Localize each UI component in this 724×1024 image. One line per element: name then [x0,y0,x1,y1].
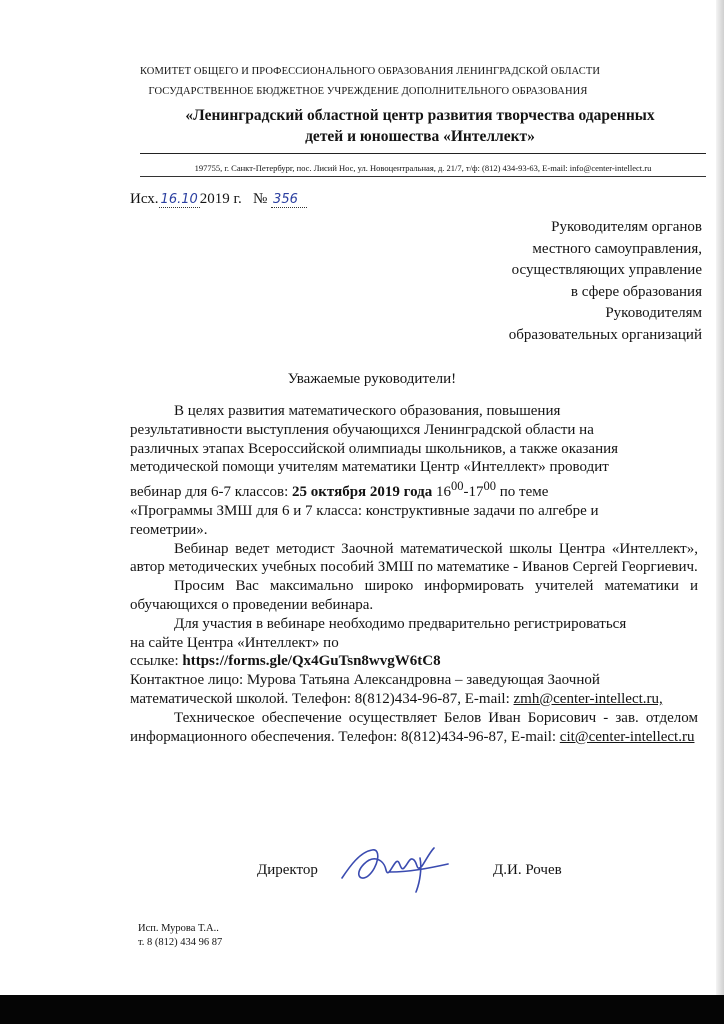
signature-role: Директор [257,862,318,878]
p1-line: «Программы ЗМШ для 6 и 7 класса: конструктивные задачи по алгебре и [130,502,599,519]
p1-text: вебинар для 6-7 классов: [130,484,293,501]
handwritten-signature [330,838,460,898]
header-committee: КОМИТЕТ ОБЩЕГО И ПРОФЕССИОНАЛЬНОГО ОБРАЗОВАНИЯ ЛЕНИНГРАДСКОЙ ОБЛАСТИ [139,66,601,77]
executor-block [138,922,222,950]
scan-edge [716,0,724,995]
ref-number-sign: № [252,191,268,207]
addressee-line: осуществляющих управление [511,262,702,278]
tech-email-link[interactable]: cit@center-intellect.ru [559,728,695,745]
ref-prefix: Исх. [130,191,159,207]
p1-text: по теме [496,484,549,501]
webinar-date: 25 октября 2019 года [292,484,433,501]
p1-line: результативности выступления обучающихся Ленинградской области на [130,421,594,438]
ref-year: 2019 г. [199,191,242,207]
ref-number-handwritten: 356 [273,192,298,207]
p1-line: методической помощи учителям математики Центр «Интеллект» проводит [130,459,609,476]
p5-paragraph [130,709,698,747]
ref-date-handwritten: 16.10 [160,192,198,207]
executor-name: Исп. Мурова Т.А.. [138,923,219,934]
addressee-line: Руководителям органов [551,219,702,235]
contact-paragraph [130,671,698,709]
time-end: -17 [463,484,484,501]
time-end-minutes: 00 [483,479,496,494]
addressee-line: образовательных организаций [508,326,702,343]
executor-phone: т. 8 (812) 434 96 87 [138,937,223,948]
signatory-name: Д.И. Рочев [493,862,562,878]
p4-line: Для участия в вебинаре необходимо предварительно регистрироваться [174,615,627,632]
time-start: 16 [432,484,451,501]
addressee-line: в сфере образования [570,283,702,300]
p1-line: геометрии». [130,521,208,538]
addressee-line: Руководителям [605,305,702,321]
p2-paragraph: Вебинар ведет методист Заочной математической школы Центра «Интеллект», автор методических учебных пособий ЗМШ по математике - Иванов Сергей Георгиевич. [130,540,698,576]
header-title-line2: детей и юношества «Интеллект» [305,128,535,145]
p1-line: В целях развития математического образования, повышения [174,403,561,419]
header-title-line1: «Ленинградский областной центр развития творчества одаренных [185,107,655,124]
tech-text: Техническое обеспечение осуществляет Белов Иван Борисович - зав. отделом информационного обеспечения. Телефон: 8(812)434-96-87, E-mail: [130,709,698,745]
letter-body [130,402,698,746]
outgoing-reference [130,191,307,208]
header-title [140,105,700,147]
scan-bottom-band [0,995,724,1024]
registration-link[interactable]: https://forms.gle/Qx4GuTsn8wvgW6tC8 [182,653,441,670]
contact-text: Контактное лицо: Мурова Татьяна Александровна – заведующая Заочной математической школой. Телефон: 8(812)434-96-87, E-mail: [130,672,600,707]
p4-link-line [130,652,698,671]
p4-line: на сайте Центра «Интеллект» по [130,634,339,651]
p3-paragraph: Просим Вас максимально широко информировать учителей математики и обучающихся о проведении вебинара. [130,578,698,613]
addressee-block [382,217,702,346]
header-address: 197755, г. Санкт-Петербург, пос. Лисий Нос, ул. Новоцентральная, д. 21/7, т/ф: (812) 434-93-63, E-mail: info@center-intellect.ru [194,163,652,173]
addressee-line: местного самоуправления, [532,240,702,257]
p1-line-date [130,477,698,502]
p1-line: различных этапах Всероссийской олимпиады школьников, а также оказания [130,440,619,457]
greeting: Уважаемые руководители! [287,371,457,387]
header-rule [140,153,706,154]
time-start-minutes: 00 [451,479,464,494]
address-rule [140,176,706,177]
header-institution-type: ГОСУДАРСТВЕННОЕ БЮДЖЕТНОЕ УЧРЕЖДЕНИЕ ДОПОЛНИТЕЛЬНОГО ОБРАЗОВАНИЯ [148,86,588,97]
link-label: ссылке: [130,653,183,670]
contact-email-link[interactable]: zmh@center-intellect.ru, [513,690,663,707]
